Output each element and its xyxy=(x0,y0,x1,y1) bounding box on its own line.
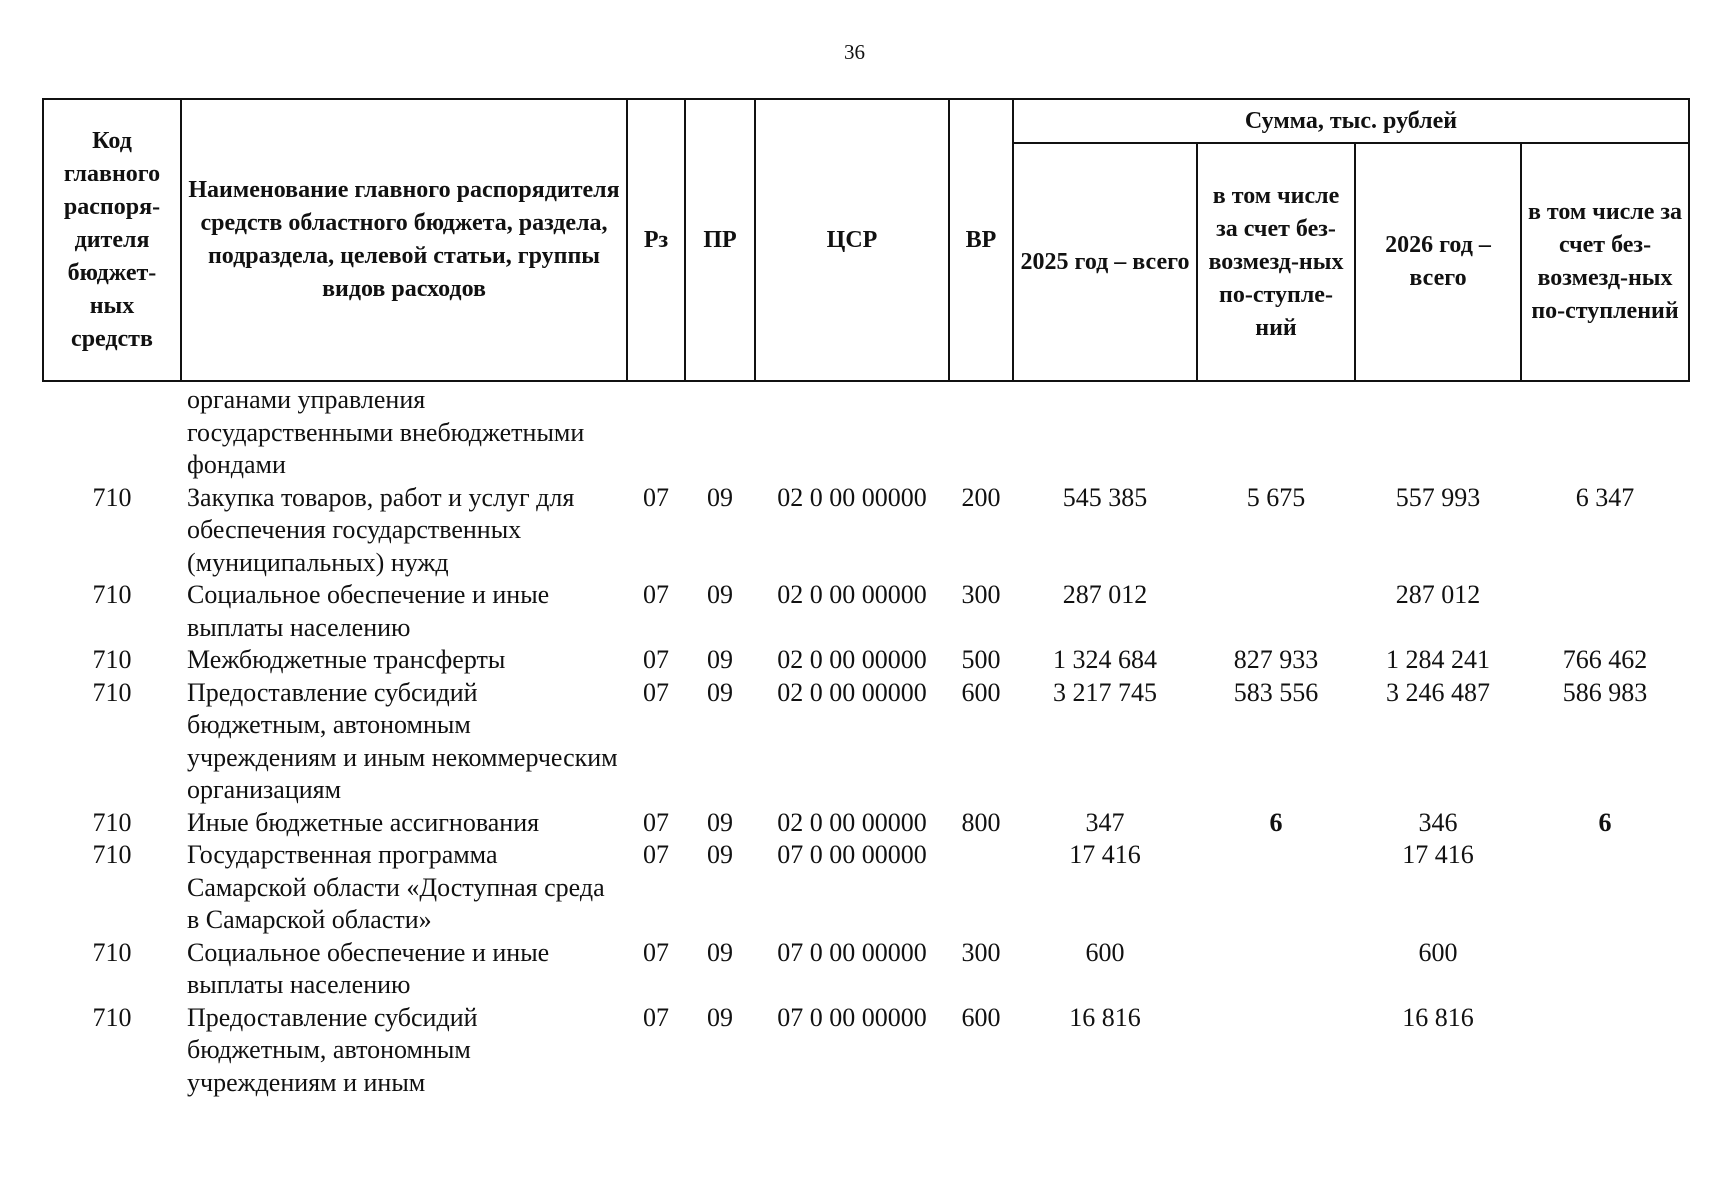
table-body xyxy=(43,381,1689,1099)
cell-2026-total xyxy=(1355,381,1521,482)
table-row xyxy=(43,677,1689,807)
cell-vr: 600 xyxy=(961,677,1001,707)
cell-csr: 02 0 00 00000 xyxy=(777,580,927,609)
cell-vr xyxy=(949,381,1013,482)
cell-2025-total xyxy=(1013,381,1197,482)
cell-code: 710 xyxy=(92,677,132,707)
cell-rz: 07 xyxy=(643,807,669,837)
cell-vr: 800 xyxy=(961,807,1001,837)
cell-2025-free: 5 675 xyxy=(1246,482,1306,512)
cell-2025-total: 287 012 xyxy=(1062,580,1148,609)
cell-vr: 500 xyxy=(961,645,1001,674)
cell-csr: 07 0 00 00000 xyxy=(777,1002,927,1032)
cell-pr: 09 xyxy=(707,645,733,674)
cell-2025-total: 1 324 684 xyxy=(1053,645,1157,674)
table-row xyxy=(43,807,1689,840)
header-code: Код главного распоря-дителя бюджет-ных средств xyxy=(43,99,181,381)
header-rz: Рз xyxy=(627,99,685,381)
cell-code xyxy=(43,381,181,482)
cell-2026-total: 16 816 xyxy=(1402,1002,1474,1032)
cell-name: Предоставление субсидий бюджетным, автономным учреждениям и иным xyxy=(187,1002,478,1097)
header-pr: ПР xyxy=(685,99,755,381)
cell-2025-total: 16 816 xyxy=(1069,1002,1141,1032)
cell-pr: 09 xyxy=(707,840,733,869)
table-row xyxy=(43,482,1689,580)
cell-2026-free: 766 462 xyxy=(1562,645,1648,674)
header-vr: ВР xyxy=(949,99,1013,381)
header-name: Наименование главного распорядителя средств областного бюджета, раздела, подраздела, целевой статьи, группы видов расходов xyxy=(181,99,627,381)
cell-code: 710 xyxy=(92,580,132,609)
cell-name: Закупка товаров, работ и услуг для обеспечения государственных (муниципальных) нужд xyxy=(187,482,575,577)
cell-csr: 07 0 00 00000 xyxy=(777,937,927,967)
cell-csr: 02 0 00 00000 xyxy=(777,482,927,512)
cell-2026-total: 346 xyxy=(1418,807,1458,837)
cell-rz: 07 xyxy=(643,937,669,967)
table-row xyxy=(43,381,1689,482)
cell-code: 710 xyxy=(92,937,132,967)
cell-rz: 07 xyxy=(643,1002,669,1032)
cell-2025-total: 17 416 xyxy=(1069,840,1141,869)
cell-vr: 200 xyxy=(961,482,1001,512)
cell-2025-free xyxy=(1197,839,1355,937)
header-2025-free: в том числе за счет без-возмезд-ных по-ступле-ний xyxy=(1197,143,1355,381)
cell-name: Государственная программа Самарской области «Доступная среда в Самарской области» xyxy=(187,840,605,934)
cell-rz xyxy=(627,381,685,482)
cell-rz: 07 xyxy=(643,840,669,869)
cell-name: Иные бюджетные ассигнования xyxy=(187,807,540,837)
cell-vr: 300 xyxy=(961,937,1001,967)
cell-code: 710 xyxy=(92,1002,132,1032)
cell-code: 710 xyxy=(92,482,132,512)
cell-2026-total: 557 993 xyxy=(1395,482,1481,512)
cell-2026-total: 287 012 xyxy=(1395,580,1481,609)
cell-rz: 07 xyxy=(643,677,669,707)
cell-name: Предоставление субсидий бюджетным, автономным учреждениям и иным некоммерческим организациям xyxy=(187,677,618,804)
cell-pr: 09 xyxy=(707,807,733,837)
table-row xyxy=(43,644,1689,677)
cell-pr: 09 xyxy=(707,1002,733,1032)
cell-code: 710 xyxy=(92,807,132,837)
header-2026-free: в том числе за счет без-возмезд-ных по-ступлений xyxy=(1521,143,1689,381)
cell-vr: 300 xyxy=(961,580,1001,609)
cell-2025-free xyxy=(1197,381,1355,482)
table-header xyxy=(43,99,1689,381)
page-number: 36 xyxy=(844,40,865,64)
cell-2025-free xyxy=(1197,1002,1355,1100)
cell-2026-free: 6 347 xyxy=(1575,482,1635,512)
table-row xyxy=(43,937,1689,1002)
cell-pr: 09 xyxy=(707,937,733,967)
cell-csr: 02 0 00 00000 xyxy=(777,645,927,674)
cell-2025-total: 545 385 xyxy=(1062,482,1148,512)
cell-vr xyxy=(949,839,1013,937)
cell-csr xyxy=(755,381,949,482)
header-csr: ЦСР xyxy=(755,99,949,381)
cell-code: 710 xyxy=(92,840,132,869)
cell-2026-free xyxy=(1521,937,1689,1002)
cell-csr: 02 0 00 00000 xyxy=(777,807,927,837)
cell-2026-total: 3 246 487 xyxy=(1386,677,1490,707)
cell-name: органами управления государственными внебюджетными фондами xyxy=(187,385,585,479)
cell-2025-free xyxy=(1197,579,1355,644)
budget-table xyxy=(42,98,1690,1099)
cell-2026-total: 1 284 241 xyxy=(1386,645,1490,674)
header-2026-total: 2026 год – всего xyxy=(1355,143,1521,381)
cell-2026-free xyxy=(1521,1002,1689,1100)
cell-pr xyxy=(685,381,755,482)
cell-2025-free: 583 556 xyxy=(1233,677,1319,707)
cell-2025-total: 347 xyxy=(1085,807,1125,837)
cell-2025-free: 827 933 xyxy=(1233,645,1319,674)
cell-vr: 600 xyxy=(961,1002,1001,1032)
cell-2026-free xyxy=(1521,381,1689,482)
header-2025-total: 2025 год – всего xyxy=(1013,143,1197,381)
table-row xyxy=(43,1002,1689,1100)
cell-2026-total: 600 xyxy=(1418,937,1458,967)
cell-rz: 07 xyxy=(643,580,669,609)
cell-name: Социальное обеспечение и иные выплаты населению xyxy=(187,580,550,642)
cell-2025-total: 600 xyxy=(1085,937,1125,967)
cell-2025-free xyxy=(1197,937,1355,1002)
cell-rz: 07 xyxy=(643,482,669,512)
cell-2026-free: 6 xyxy=(1598,807,1612,837)
cell-2025-free: 6 xyxy=(1269,807,1283,837)
table-row xyxy=(43,579,1689,644)
cell-csr: 07 0 00 00000 xyxy=(777,840,927,869)
cell-csr: 02 0 00 00000 xyxy=(777,677,927,707)
cell-pr: 09 xyxy=(707,482,733,512)
cell-name: Межбюджетные трансферты xyxy=(187,645,506,674)
cell-2025-total: 3 217 745 xyxy=(1053,677,1157,707)
cell-2026-free: 586 983 xyxy=(1562,677,1648,707)
cell-2026-free xyxy=(1521,579,1689,644)
cell-name: Социальное обеспечение и иные выплаты населению xyxy=(187,937,550,999)
cell-2026-total: 17 416 xyxy=(1402,840,1474,869)
header-sum-title: Сумма, тыс. рублей xyxy=(1013,99,1689,143)
table-row xyxy=(43,839,1689,937)
cell-pr: 09 xyxy=(707,580,733,609)
cell-pr: 09 xyxy=(707,677,733,707)
cell-rz: 07 xyxy=(643,645,669,674)
cell-2026-free xyxy=(1521,839,1689,937)
cell-code: 710 xyxy=(92,645,132,674)
